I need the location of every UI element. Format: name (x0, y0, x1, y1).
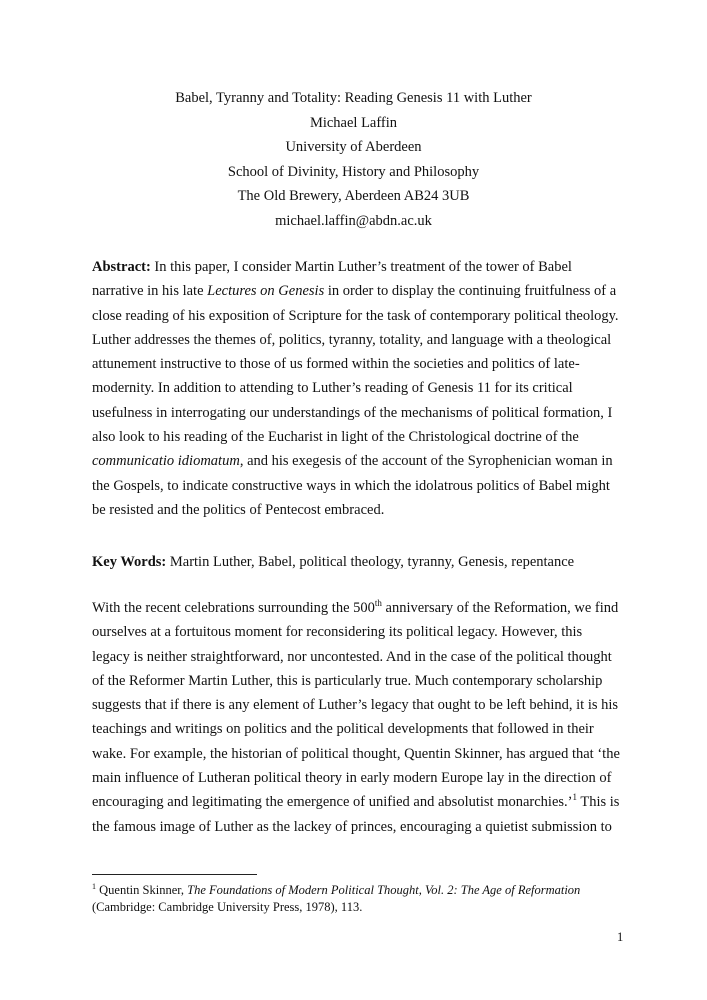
footnote-book-title: The Foundations of Modern Political Thought, Vol. 2: The Age of Reformation (187, 883, 581, 897)
abstract-line: the Gospels, to indicate constructive ways in which the idolatrous politics of Babel might (92, 477, 610, 494)
latin-term: communicatio idiomatum (92, 453, 240, 470)
keywords-text: Martin Luther, Babel, political theology, tyranny, Genesis, repentance (166, 554, 575, 570)
abstract (92, 255, 625, 522)
abstract-label: Abstract: (92, 259, 151, 275)
body-line: main influence of Lutheran political theory in early modern Europe lay in the direction of (92, 770, 612, 787)
abstract-line: modernity. In addition to attending to Luther’s reading of Genesis 11 for its critical (92, 380, 573, 397)
abstract-line: Abstract: In this paper, I consider Martin Luther’s treatment of the tower of Babel (92, 259, 572, 275)
abstract-line: also look to his reading of the Eucharist in light of the Christological doctrine of the (92, 429, 579, 446)
ordinal-superscript: th (374, 598, 382, 608)
footnote-reference[interactable]: 1 (572, 792, 577, 803)
footnote-marker: 1 (92, 882, 96, 891)
footnote-line: (Cambridge: Cambridge University Press, 1978), 113. (92, 900, 363, 914)
address: The Old Brewery, Aberdeen AB24 3UB (237, 188, 470, 204)
book-title: Lectures on Genesis (207, 283, 325, 300)
body-line: the famous image of Luther as the lackey of princes, encouraging a quietist submission to (92, 818, 612, 835)
body-line: encouraging and legitimating the emergence of unified and absolutist monarchies.’$^1$ This is (92, 792, 620, 811)
body-line: legacy is neither straightforward, nor uncontested. And in the case of the political thought (92, 648, 612, 665)
body-paragraph (92, 596, 625, 839)
body-line: With the recent celebrations surrounding the 500th anniversary of the Reformation, we find (92, 598, 619, 616)
footnote (92, 882, 625, 916)
body-line: suggests that if there is any element of Luther’s legacy that ought to be left behind, it is his (92, 697, 619, 714)
email: michael.laffin@abdn.ac.uk (275, 212, 432, 229)
abstract-line: Luther addresses the themes of, politics, tyranny, totality, and language with a theological (92, 331, 612, 348)
abstract-line: usefulness in interrogating our understandings of the mechanisms of political formation, I (92, 404, 613, 421)
abstract-line: be resisted and the politics of Pentecost embraced. (92, 501, 385, 518)
footnote-line: $^1$ Quentin Skinner, The Foundations of Modern Political Thought, Vol. 2: The Age of Reformation (92, 882, 581, 897)
body-line: ourselves at a fortuitous moment for reconsidering its political legacy. However, this (92, 624, 583, 641)
abstract-line: narrative in his late Lectures on Genesis in order to display the continuing fruitfulness of a (92, 283, 617, 300)
abstract-line: close reading of his exposition of Scripture for the task of contemporary political theology. (92, 307, 619, 324)
school: School of Divinity, History and Philosophy (227, 163, 480, 180)
institution: University of Aberdeen (285, 139, 422, 155)
body-line: teachings and writings on politics and the political developments that followed in their (92, 721, 594, 738)
title-block (0, 86, 707, 233)
abstract-line: communicatio idiomatum, and his exegesis of the account of the Syrophenician woman in (92, 453, 613, 470)
page-number: 1 (617, 930, 624, 944)
paper-title: Babel, Tyranny and Totality: Reading Genesis 11 with Luther (175, 90, 532, 106)
body-line: wake. For example, the historian of political thought, Quentin Skinner, has argued that ‘the (92, 745, 620, 762)
abstract-line: attunement instructive to those of us formed within the societies and politics of late- (92, 356, 580, 373)
keywords-label: Key Words: (92, 554, 167, 570)
author-name: Michael Laffin (309, 114, 398, 131)
footnote-divider (92, 874, 257, 875)
body-line: of the Reformer Martin Luther, this is particularly true. Much contemporary scholarship (92, 672, 603, 689)
keywords (92, 550, 625, 574)
